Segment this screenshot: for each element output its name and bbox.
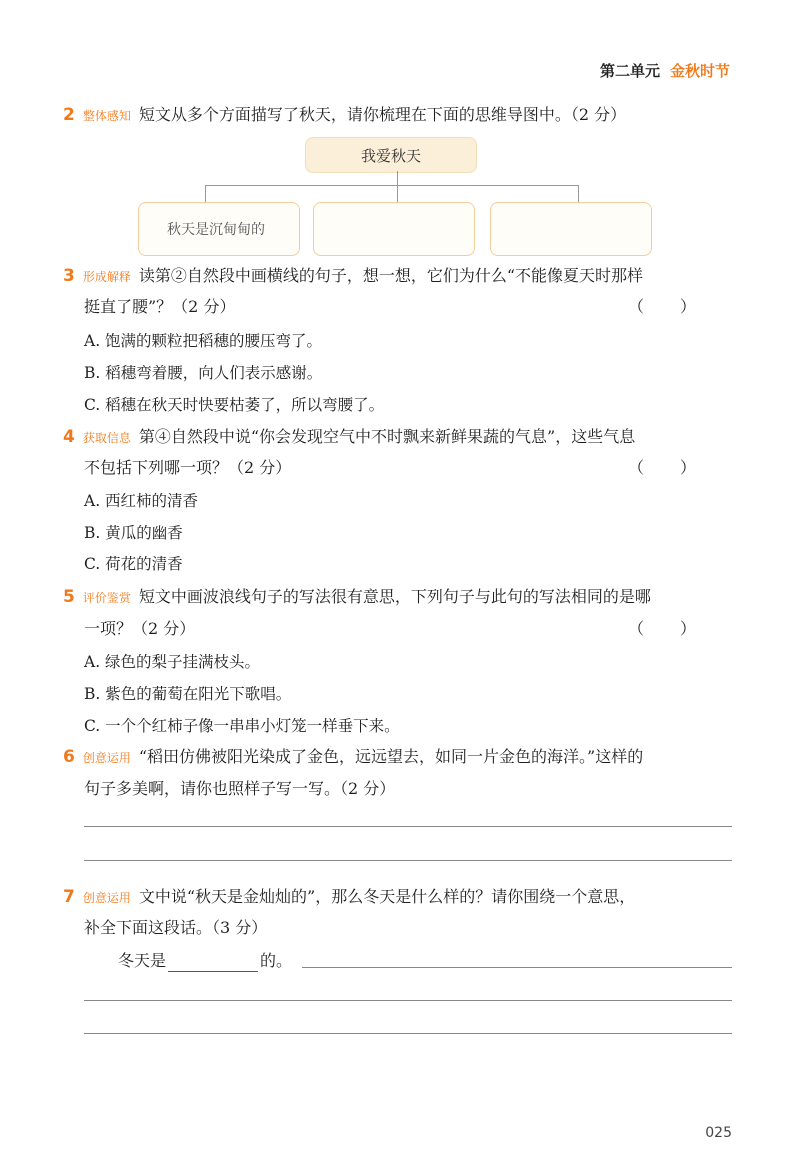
- mindmap-connector: [397, 171, 398, 185]
- q4-text: 第④自然段中说“你会发现空气中不时飘来新鲜果蔬的气息”，这些气息: [138, 427, 636, 446]
- mindmap-connector: [205, 185, 206, 202]
- q7-tag: 创意运用: [82, 891, 131, 905]
- unit-label: 第二单元: [599, 62, 660, 80]
- mindmap-branch: 秋天是沉甸甸的: [138, 202, 300, 256]
- q7-text-cont: 补全下面这段话。（3 分）: [84, 918, 268, 937]
- q4-option-a[interactable]: A. 西红柿的清香: [84, 492, 199, 510]
- q2-text: 短文从多个方面描写了秋天，请你梳理在下面的思维导图中。（2 分）: [138, 105, 627, 124]
- topic-label: 金秋时节: [669, 62, 730, 80]
- q7-stem: [63, 886, 732, 909]
- q7-answer-line[interactable]: [84, 1033, 732, 1034]
- q5-text: 短文中画波浪线句子的写法很有意思，下列句子与此句的写法相同的是哪: [138, 587, 651, 606]
- q6-number: 6: [63, 747, 75, 767]
- q3-answer-paren[interactable]: （）: [627, 297, 732, 316]
- q5-stem: [63, 586, 732, 609]
- q3-number: 3: [63, 266, 75, 286]
- q3-option-a[interactable]: A. 饱满的颗粒把稻穗的腰压弯了。: [84, 332, 323, 350]
- q5-option-c[interactable]: C. 一个个红柿子像一串串小灯笼一样垂下来。: [84, 717, 400, 735]
- q5-answer-paren[interactable]: （）: [627, 619, 732, 638]
- q4-stem: [63, 426, 732, 449]
- q6-stem: [63, 746, 732, 769]
- q3-option-b[interactable]: B. 稻穗弯着腰，向人们表示感谢。: [84, 364, 323, 382]
- q7-prompt-start: 冬天是: [118, 951, 167, 970]
- q4-option-b[interactable]: B. 黄瓜的幽香: [84, 524, 183, 542]
- q6-text-cont: 句子多美啊，请你也照样子写一写。（2 分）: [84, 779, 396, 798]
- q4-answer-paren[interactable]: （）: [627, 458, 732, 477]
- q7-text: 文中说“秋天是金灿灿的”，那么冬天是什么样的？请你围绕一个意思，: [138, 887, 636, 906]
- q4-text-cont: 不包括下列哪一项？（2 分）: [84, 458, 292, 477]
- q7-prompt-end: 的。: [260, 951, 293, 970]
- q6-answer-line[interactable]: [84, 826, 732, 827]
- q6-text: “稻田仿佛被阳光染成了金色，远远望去，如同一片金色的海洋。”这样的: [138, 747, 644, 766]
- q5-option-b[interactable]: B. 紫色的葡萄在阳光下歌唱。: [84, 685, 292, 703]
- q7-answer-line[interactable]: [84, 1000, 732, 1001]
- mindmap-branch-blank[interactable]: [490, 202, 652, 256]
- q5-number: 5: [63, 587, 75, 607]
- q4-option-c[interactable]: C. 荷花的清香: [84, 555, 183, 573]
- mindmap-connector: [397, 185, 398, 202]
- q4-number: 4: [63, 427, 75, 447]
- q2-number: 2: [63, 105, 75, 125]
- page-number: 025: [705, 1125, 732, 1141]
- q5-tag: 评价鉴赏: [82, 591, 131, 605]
- q7-number: 7: [63, 887, 75, 907]
- mindmap-connector: [578, 185, 579, 202]
- q3-option-c[interactable]: C. 稻穗在秋天时快要枯萎了，所以弯腰了。: [84, 396, 385, 414]
- mindmap-root: 我爱秋天: [305, 137, 477, 173]
- q3-tag: 形成解释: [82, 270, 131, 284]
- q5-option-a[interactable]: A. 绿色的梨子挂满枝头。: [84, 653, 261, 671]
- q4-tag: 获取信息: [82, 431, 131, 445]
- page-header: [600, 60, 730, 81]
- q3-text-cont: 挺直了腰”？（2 分）: [84, 297, 236, 316]
- mindmap-branch-blank[interactable]: [313, 202, 475, 256]
- q3-text: 读第②自然段中画横线的句子，想一想，它们为什么“不能像夏天时那样: [138, 266, 644, 285]
- q5-text-cont: 一项？（2 分）: [84, 619, 196, 638]
- q2-stem: [63, 104, 732, 127]
- q7-answer-line[interactable]: [302, 967, 732, 968]
- q3-stem: [63, 265, 732, 288]
- q6-answer-line[interactable]: [84, 860, 732, 861]
- mindmap-connector: [205, 185, 578, 186]
- q7-blank[interactable]: [168, 955, 258, 972]
- q6-tag: 创意运用: [82, 751, 131, 765]
- q7-prompt: [118, 950, 732, 972]
- q2-tag: 整体感知: [82, 109, 131, 123]
